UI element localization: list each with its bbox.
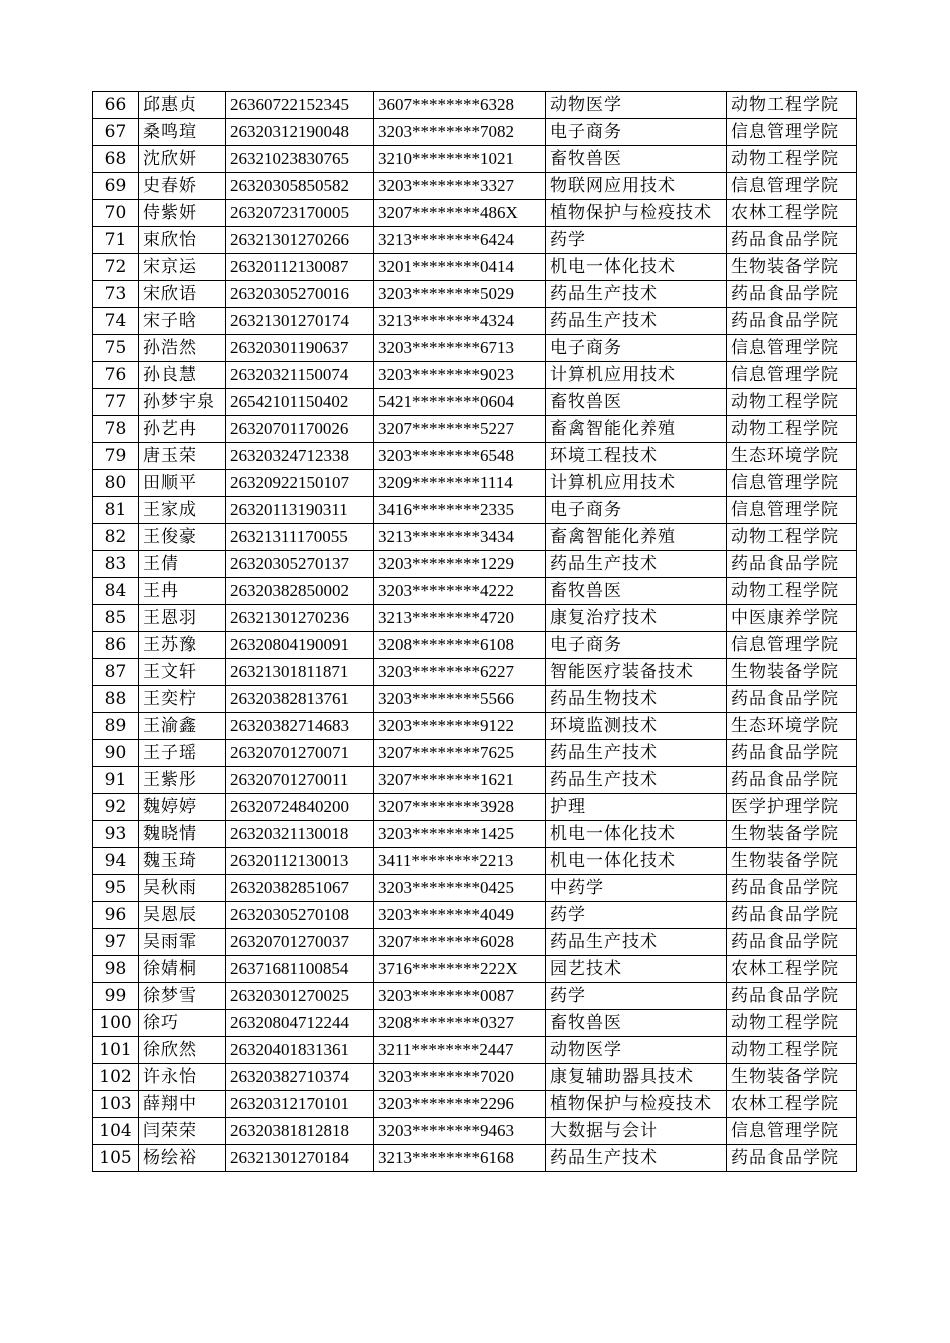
id-number-cell: 3203********9463 [374,1118,546,1145]
table-row [93,713,857,740]
seq-number-cell: 67 [93,119,139,146]
college-cell: 药品食品学院 [727,308,857,335]
major-cell: 药品生产技术 [546,308,727,335]
id-number-cell: 3411********2213 [374,848,546,875]
table-row [93,983,857,1010]
exam-number-cell: 26320382813761 [226,686,374,713]
exam-number-cell: 26320305850582 [226,173,374,200]
table-row [93,1145,857,1172]
exam-number-cell: 26320701270011 [226,767,374,794]
major-cell: 植物保护与检疫技术 [546,1091,727,1118]
college-cell: 药品食品学院 [727,740,857,767]
seq-number-cell: 94 [93,848,139,875]
college-cell: 动物工程学院 [727,389,857,416]
college-cell: 药品食品学院 [727,686,857,713]
major-cell: 药品生产技术 [546,1145,727,1172]
seq-number-cell: 93 [93,821,139,848]
seq-number-cell: 83 [93,551,139,578]
college-cell: 药品食品学院 [727,983,857,1010]
college-cell: 生态环境学院 [727,443,857,470]
college-cell: 农林工程学院 [727,1091,857,1118]
table-row [93,173,857,200]
exam-number-cell: 26320321130018 [226,821,374,848]
table-row [93,1010,857,1037]
college-cell: 信息管理学院 [727,335,857,362]
id-number-cell: 3203********9023 [374,362,546,389]
id-number-cell: 3203********5029 [374,281,546,308]
table-row [93,227,857,254]
student-roster-table [92,91,857,1172]
major-cell: 环境监测技术 [546,713,727,740]
college-cell: 动物工程学院 [727,1037,857,1064]
exam-number-cell: 26320301270025 [226,983,374,1010]
table-row [93,1037,857,1064]
major-cell: 药品生产技术 [546,740,727,767]
seq-number-cell: 87 [93,659,139,686]
exam-number-cell: 26320804190091 [226,632,374,659]
student-name-cell: 王俊豪 [139,524,226,551]
table-row [93,551,857,578]
student-name-cell: 邱惠贞 [139,92,226,119]
table-row [93,1091,857,1118]
exam-number-cell: 26320301190637 [226,335,374,362]
seq-number-cell: 74 [93,308,139,335]
id-number-cell: 3203********7020 [374,1064,546,1091]
id-number-cell: 3207********7625 [374,740,546,767]
id-number-cell: 3203********2296 [374,1091,546,1118]
major-cell: 大数据与会计 [546,1118,727,1145]
seq-number-cell: 86 [93,632,139,659]
exam-number-cell: 26320382851067 [226,875,374,902]
major-cell: 康复辅助器具技术 [546,1064,727,1091]
seq-number-cell: 71 [93,227,139,254]
table-row [93,929,857,956]
student-name-cell: 许永怡 [139,1064,226,1091]
college-cell: 农林工程学院 [727,956,857,983]
college-cell: 生物装备学院 [727,1064,857,1091]
id-number-cell: 3203********6713 [374,335,546,362]
college-cell: 动物工程学院 [727,524,857,551]
exam-number-cell: 26320113190311 [226,497,374,524]
student-name-cell: 徐梦雪 [139,983,226,1010]
table-row [93,524,857,551]
college-cell: 动物工程学院 [727,92,857,119]
major-cell: 畜牧兽医 [546,1010,727,1037]
exam-number-cell: 26320382710374 [226,1064,374,1091]
major-cell: 园艺技术 [546,956,727,983]
student-name-cell: 魏婷婷 [139,794,226,821]
id-number-cell: 3203********4222 [374,578,546,605]
id-number-cell: 3203********1425 [374,821,546,848]
student-name-cell: 桑鸣瑄 [139,119,226,146]
seq-number-cell: 88 [93,686,139,713]
table-row [93,200,857,227]
student-name-cell: 王冉 [139,578,226,605]
major-cell: 畜牧兽医 [546,578,727,605]
table-row [93,848,857,875]
exam-number-cell: 26320804712244 [226,1010,374,1037]
seq-number-cell: 98 [93,956,139,983]
id-number-cell: 3203********0425 [374,875,546,902]
exam-number-cell: 26321301270266 [226,227,374,254]
seq-number-cell: 82 [93,524,139,551]
college-cell: 动物工程学院 [727,416,857,443]
student-name-cell: 薛翔中 [139,1091,226,1118]
college-cell: 信息管理学院 [727,497,857,524]
exam-number-cell: 26321301270174 [226,308,374,335]
college-cell: 药品食品学院 [727,551,857,578]
id-number-cell: 3203********6227 [374,659,546,686]
exam-number-cell: 26320312170101 [226,1091,374,1118]
college-cell: 信息管理学院 [727,119,857,146]
major-cell: 物联网应用技术 [546,173,727,200]
exam-number-cell: 26320112130087 [226,254,374,281]
college-cell: 药品食品学院 [727,281,857,308]
table-row [93,254,857,281]
seq-number-cell: 79 [93,443,139,470]
student-name-cell: 沈欣妍 [139,146,226,173]
id-number-cell: 3213********6168 [374,1145,546,1172]
seq-number-cell: 90 [93,740,139,767]
major-cell: 药品生产技术 [546,551,727,578]
table-row [93,443,857,470]
table-row [93,605,857,632]
seq-number-cell: 105 [93,1145,139,1172]
student-name-cell: 王倩 [139,551,226,578]
student-name-cell: 徐欣然 [139,1037,226,1064]
student-name-cell: 宋京运 [139,254,226,281]
seq-number-cell: 77 [93,389,139,416]
id-number-cell: 3211********2447 [374,1037,546,1064]
major-cell: 药学 [546,983,727,1010]
id-number-cell: 3203********4049 [374,902,546,929]
id-number-cell: 3416********2335 [374,497,546,524]
table-row [93,659,857,686]
table-row [93,956,857,983]
student-name-cell: 王渝鑫 [139,713,226,740]
seq-number-cell: 76 [93,362,139,389]
table-row [93,902,857,929]
exam-number-cell: 26321301270236 [226,605,374,632]
id-number-cell: 3210********1021 [374,146,546,173]
table-row [93,578,857,605]
id-number-cell: 3213********3434 [374,524,546,551]
college-cell: 动物工程学院 [727,1010,857,1037]
exam-number-cell: 26320381812818 [226,1118,374,1145]
college-cell: 生态环境学院 [727,713,857,740]
exam-number-cell: 26320401831361 [226,1037,374,1064]
table-row [93,281,857,308]
major-cell: 药品生产技术 [546,767,727,794]
student-name-cell: 孙艺冉 [139,416,226,443]
major-cell: 植物保护与检疫技术 [546,200,727,227]
major-cell: 机电一体化技术 [546,254,727,281]
table-row [93,1064,857,1091]
college-cell: 医学护理学院 [727,794,857,821]
major-cell: 计算机应用技术 [546,362,727,389]
seq-number-cell: 99 [93,983,139,1010]
seq-number-cell: 89 [93,713,139,740]
exam-number-cell: 26320724840200 [226,794,374,821]
college-cell: 信息管理学院 [727,173,857,200]
major-cell: 电子商务 [546,497,727,524]
student-name-cell: 王文轩 [139,659,226,686]
major-cell: 电子商务 [546,119,727,146]
id-number-cell: 3209********1114 [374,470,546,497]
table-row [93,632,857,659]
college-cell: 动物工程学院 [727,146,857,173]
student-name-cell: 王家成 [139,497,226,524]
seq-number-cell: 75 [93,335,139,362]
exam-number-cell: 26320321150074 [226,362,374,389]
exam-number-cell: 26371681100854 [226,956,374,983]
table-row [93,686,857,713]
student-name-cell: 吴雨霏 [139,929,226,956]
id-number-cell: 3207********6028 [374,929,546,956]
student-name-cell: 徐婧桐 [139,956,226,983]
major-cell: 康复治疗技术 [546,605,727,632]
seq-number-cell: 100 [93,1010,139,1037]
student-name-cell: 孙浩然 [139,335,226,362]
exam-number-cell: 26320305270016 [226,281,374,308]
major-cell: 机电一体化技术 [546,821,727,848]
id-number-cell: 3203********7082 [374,119,546,146]
exam-number-cell: 26321301811871 [226,659,374,686]
table-row [93,821,857,848]
seq-number-cell: 97 [93,929,139,956]
id-number-cell: 3203********5566 [374,686,546,713]
college-cell: 药品食品学院 [727,875,857,902]
student-name-cell: 史春娇 [139,173,226,200]
college-cell: 信息管理学院 [727,470,857,497]
student-name-cell: 束欣怡 [139,227,226,254]
major-cell: 动物医学 [546,92,727,119]
student-name-cell: 孙良慧 [139,362,226,389]
exam-number-cell: 26320305270108 [226,902,374,929]
student-name-cell: 吴秋雨 [139,875,226,902]
table-row [93,875,857,902]
major-cell: 畜禽智能化养殖 [546,524,727,551]
major-cell: 动物医学 [546,1037,727,1064]
id-number-cell: 3203********3327 [374,173,546,200]
major-cell: 畜牧兽医 [546,389,727,416]
college-cell: 生物装备学院 [727,254,857,281]
major-cell: 药品生物技术 [546,686,727,713]
table-row [93,1118,857,1145]
college-cell: 动物工程学院 [727,578,857,605]
id-number-cell: 3716********222X [374,956,546,983]
id-number-cell: 3207********5227 [374,416,546,443]
id-number-cell: 3203********1229 [374,551,546,578]
table-row [93,119,857,146]
student-name-cell: 孙梦宇泉 [139,389,226,416]
table-row [93,416,857,443]
id-number-cell: 3208********6108 [374,632,546,659]
exam-number-cell: 26320701270071 [226,740,374,767]
table-row [93,335,857,362]
id-number-cell: 3207********486X [374,200,546,227]
student-name-cell: 田顺平 [139,470,226,497]
exam-number-cell: 26320382850002 [226,578,374,605]
id-number-cell: 3203********6548 [374,443,546,470]
seq-number-cell: 96 [93,902,139,929]
id-number-cell: 3201********0414 [374,254,546,281]
seq-number-cell: 73 [93,281,139,308]
student-name-cell: 杨绘裕 [139,1145,226,1172]
college-cell: 药品食品学院 [727,767,857,794]
seq-number-cell: 72 [93,254,139,281]
seq-number-cell: 95 [93,875,139,902]
id-number-cell: 3203********9122 [374,713,546,740]
exam-number-cell: 26321301270184 [226,1145,374,1172]
major-cell: 药学 [546,227,727,254]
major-cell: 护理 [546,794,727,821]
exam-number-cell: 26320305270137 [226,551,374,578]
id-number-cell: 5421********0604 [374,389,546,416]
seq-number-cell: 68 [93,146,139,173]
college-cell: 药品食品学院 [727,902,857,929]
id-number-cell: 3207********3928 [374,794,546,821]
seq-number-cell: 80 [93,470,139,497]
seq-number-cell: 69 [93,173,139,200]
student-name-cell: 徐巧 [139,1010,226,1037]
student-name-cell: 宋欣语 [139,281,226,308]
major-cell: 药品生产技术 [546,281,727,308]
college-cell: 信息管理学院 [727,632,857,659]
id-number-cell: 3213********4324 [374,308,546,335]
table-row [93,740,857,767]
student-name-cell: 唐玉荣 [139,443,226,470]
table-row [93,470,857,497]
major-cell: 环境工程技术 [546,443,727,470]
student-name-cell: 魏玉琦 [139,848,226,875]
seq-number-cell: 85 [93,605,139,632]
major-cell: 电子商务 [546,632,727,659]
college-cell: 药品食品学院 [727,227,857,254]
exam-number-cell: 26320922150107 [226,470,374,497]
college-cell: 生物装备学院 [727,659,857,686]
college-cell: 药品食品学院 [727,1145,857,1172]
roster-table-body [93,92,857,1172]
seq-number-cell: 91 [93,767,139,794]
exam-number-cell: 26320382714683 [226,713,374,740]
college-cell: 生物装备学院 [727,848,857,875]
exam-number-cell: 26321023830765 [226,146,374,173]
exam-number-cell: 26320701270037 [226,929,374,956]
seq-number-cell: 103 [93,1091,139,1118]
exam-number-cell: 26321311170055 [226,524,374,551]
student-name-cell: 魏晓情 [139,821,226,848]
major-cell: 智能医疗装备技术 [546,659,727,686]
table-row [93,767,857,794]
exam-number-cell: 26320324712338 [226,443,374,470]
student-name-cell: 王紫彤 [139,767,226,794]
id-number-cell: 3607********6328 [374,92,546,119]
seq-number-cell: 81 [93,497,139,524]
student-name-cell: 王子瑶 [139,740,226,767]
table-row [93,497,857,524]
student-name-cell: 王苏豫 [139,632,226,659]
major-cell: 机电一体化技术 [546,848,727,875]
major-cell: 畜禽智能化养殖 [546,416,727,443]
exam-number-cell: 26320112130013 [226,848,374,875]
exam-number-cell: 26542101150402 [226,389,374,416]
student-name-cell: 吴恩辰 [139,902,226,929]
major-cell: 电子商务 [546,335,727,362]
college-cell: 中医康养学院 [727,605,857,632]
table-row [93,794,857,821]
seq-number-cell: 102 [93,1064,139,1091]
table-row [93,308,857,335]
student-name-cell: 侍紫妍 [139,200,226,227]
major-cell: 计算机应用技术 [546,470,727,497]
major-cell: 中药学 [546,875,727,902]
college-cell: 信息管理学院 [727,1118,857,1145]
major-cell: 畜牧兽医 [546,146,727,173]
table-row [93,92,857,119]
college-cell: 药品食品学院 [727,929,857,956]
student-name-cell: 宋子晗 [139,308,226,335]
seq-number-cell: 66 [93,92,139,119]
seq-number-cell: 78 [93,416,139,443]
id-number-cell: 3208********0327 [374,1010,546,1037]
exam-number-cell: 26320312190048 [226,119,374,146]
seq-number-cell: 101 [93,1037,139,1064]
id-number-cell: 3213********4720 [374,605,546,632]
exam-number-cell: 26360722152345 [226,92,374,119]
seq-number-cell: 104 [93,1118,139,1145]
major-cell: 药学 [546,902,727,929]
major-cell: 药品生产技术 [546,929,727,956]
seq-number-cell: 84 [93,578,139,605]
student-name-cell: 王恩羽 [139,605,226,632]
student-name-cell: 王奕柠 [139,686,226,713]
table-row [93,146,857,173]
id-number-cell: 3207********1621 [374,767,546,794]
college-cell: 农林工程学院 [727,200,857,227]
college-cell: 生物装备学院 [727,821,857,848]
college-cell: 信息管理学院 [727,362,857,389]
id-number-cell: 3213********6424 [374,227,546,254]
seq-number-cell: 92 [93,794,139,821]
exam-number-cell: 26320723170005 [226,200,374,227]
table-row [93,362,857,389]
student-name-cell: 闫荣荣 [139,1118,226,1145]
table-row [93,389,857,416]
id-number-cell: 3203********0087 [374,983,546,1010]
exam-number-cell: 26320701170026 [226,416,374,443]
seq-number-cell: 70 [93,200,139,227]
